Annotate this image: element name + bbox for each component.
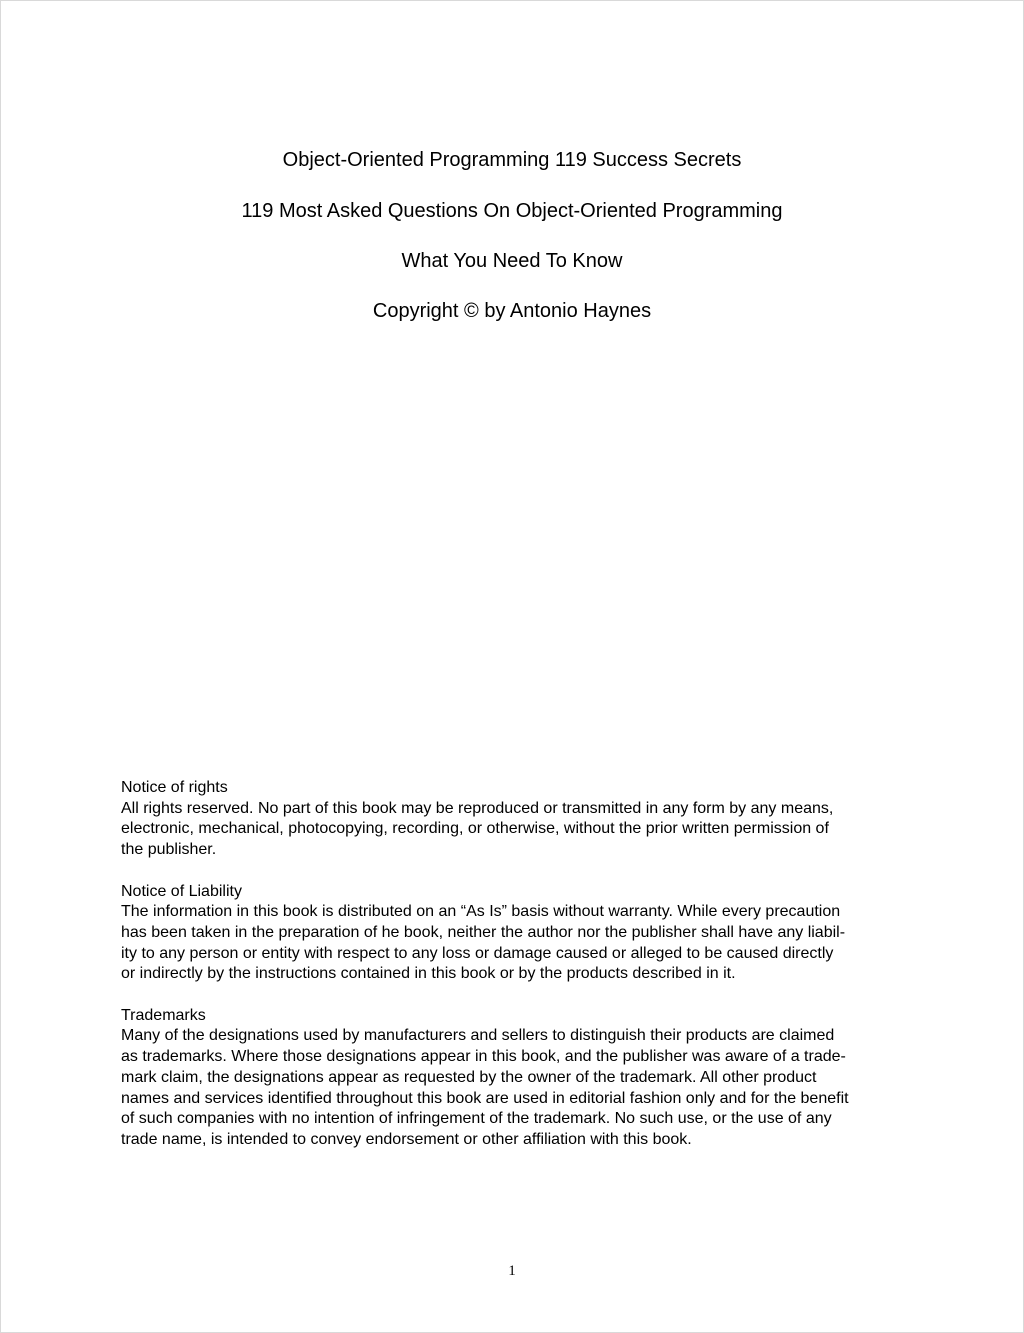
trademarks-section — [121, 1006, 911, 1151]
trademarks-line: Many of the designations used by manufacturers and sellers to distinguish their products are claimed — [121, 1027, 835, 1045]
notice-of-rights-line: electronic, mechanical, photocopying, recording, or otherwise, without the prior written permission of — [121, 820, 829, 838]
trademarks-line: as trademarks. Where those designations appear in this book, and the publisher was aware of a trade- — [121, 1048, 846, 1066]
notice-of-liability-heading: Notice of Liability — [121, 882, 242, 900]
trademarks-heading: Trademarks — [121, 1006, 206, 1024]
book-tagline: What You Need To Know — [401, 250, 623, 272]
notice-of-rights-heading: Notice of rights — [121, 779, 228, 796]
trademarks-line: of such companies with no intention of infringement of the trademark. No such use, or the use of any — [121, 1110, 832, 1128]
page-number: 1 — [508, 1263, 516, 1279]
book-subtitle: 119 Most Asked Questions On Object-Oriented Programming — [241, 200, 783, 222]
notice-of-liability-line: or indirectly by the instructions contained in this book or by the products described in it. — [121, 965, 736, 983]
legal-notices — [121, 778, 911, 1151]
notice-of-liability-line: The information in this book is distributed on an “As Is” basis without warranty. While every precaution — [121, 903, 841, 921]
notice-of-liability-section — [121, 882, 911, 986]
notice-of-rights-line: the publisher. — [121, 841, 217, 859]
notice-of-liability-line: has been taken in the preparation of he book, neither the author nor the publisher shall have any liabil- — [121, 923, 846, 941]
notice-of-liability-line: ity to any person or entity with respect to any loss or damage caused or alleged to be caused directly — [121, 944, 834, 962]
notice-of-rights-line: All rights reserved. No part of this book may be reproduced or transmitted in any form by any means, — [121, 799, 834, 817]
copyright-line: Copyright © by Antonio Haynes — [372, 300, 652, 322]
notice-of-rights-section — [121, 778, 911, 861]
trademarks-line: mark claim, the designations appear as requested by the owner of the trademark. All other product — [121, 1068, 817, 1086]
trademarks-line: names and services identified throughout this book are used in editorial fashion only and for the benefit — [121, 1089, 849, 1107]
book-title: Object-Oriented Programming 119 Success Secrets — [282, 149, 742, 171]
trademarks-line: trade name, is intended to convey endorsement or other affiliation with this book. — [121, 1130, 692, 1148]
